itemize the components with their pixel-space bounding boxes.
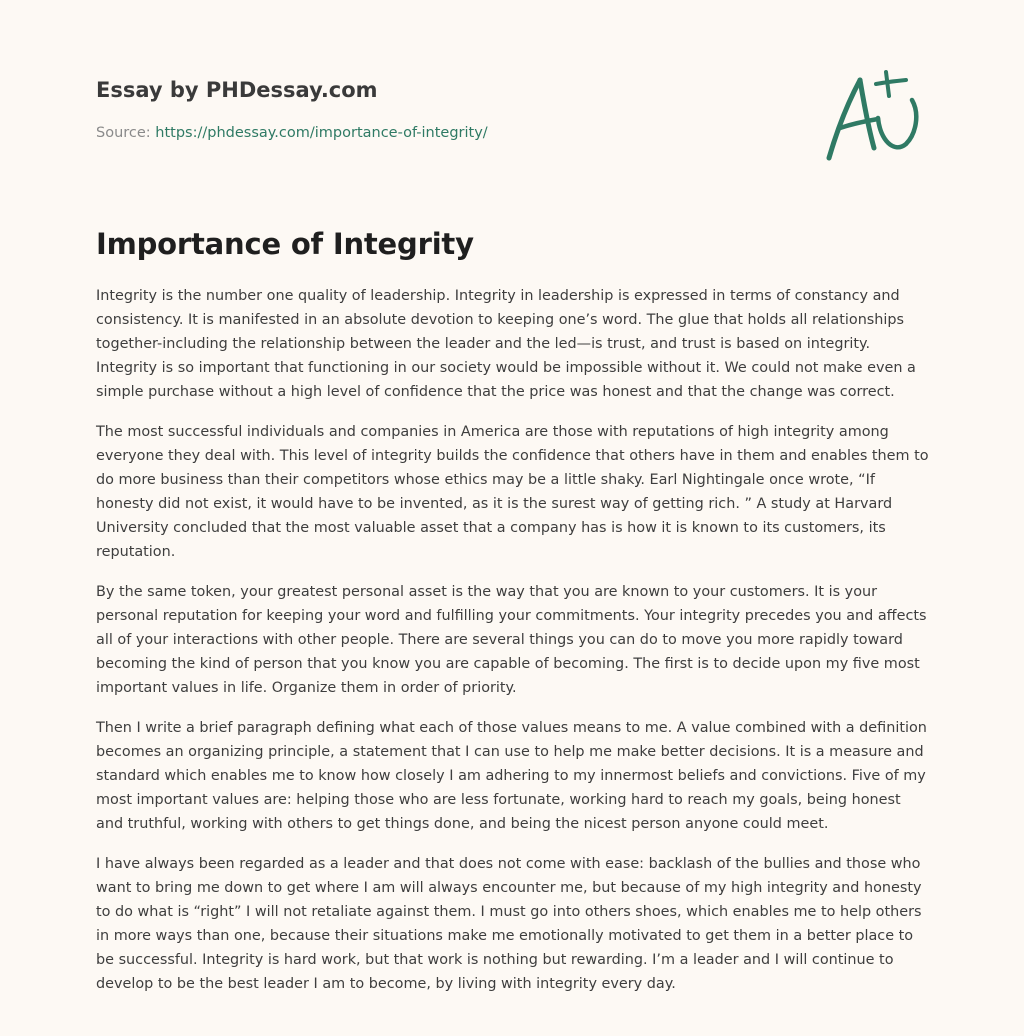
essay-paragraph: Then I write a brief paragraph defining what each of those values means to me. A value combined with a definition becomes an organizing principle, a statement that I can use to help me make better decisions. It is a measure and standard which enables me to know how closely I am adhering to my innermost beliefs and convictions. Five of my most important values are: helping those who are less fortunate, working hard to reach my goals, being honest and truthful, working with others to get things done, and being the nicest person anyone could meet. <box>96 720 927 832</box>
essay-body <box>96 284 932 1012</box>
essay-paragraph: The most successful individuals and companies in America are those with reputations of high integrity among everyone they deal with. This level of integrity builds the confidence that others have in them and enables them to do more business than their competitors whose ethics may be a little shaky. Earl Nightingale once wrote, “If honesty did not exist, it would have to be invented, as it is the surest way of getting rich. ” A study at Harvard University concluded that the most valuable asset that a company has is how it is known to its customers, its reputation. <box>96 424 929 560</box>
essay-paragraph: I have always been regarded as a leader and that does not come with ease: backlash of the bullies and those who want to bring me down to get where I am will always encounter me, but because of my high integrity and honesty to do what is “right” I will not retaliate against them. I must go into others shoes, which enables me to help others in more ways than one, because their situations make me emotionally motivated to get them in a better place to be successful. Integrity is hard work, but that work is nothing but rewarding. I’m a leader and I will continue to develop to be the best leader I am to become, by living with integrity every day. <box>96 856 922 992</box>
site-title: Essay by PHDessay.com <box>96 78 378 102</box>
essay-paragraph: Integrity is the number one quality of leadership. Integrity in leadership is expressed in terms of constancy and consistency. It is manifested in an absolute devotion to keeping one’s word. The glue that holds all relationships together-including the relationship between the leader and the led—is trust, and trust is based on integrity. Integrity is so important that functioning in our society would be impossible without it. We could not make even a simple purchase without a high level of confidence that the price was honest and that the change was correct. <box>96 288 916 400</box>
essay-title: Importance of Integrity <box>96 227 474 261</box>
source-label: Source: <box>96 125 151 141</box>
essay-paragraph: By the same token, your greatest personal asset is the way that you are known to your customers. It is your personal reputation for keeping your word and fulfilling your commitments. Your integrity precedes you and affects all of your interactions with other people. There are several things you can do to move you more rapidly toward becoming the kind of person that you know you are capable of becoming. The first is to decide upon my five most important values in life. Organize them in order of priority. <box>96 584 927 696</box>
source-line <box>96 123 796 143</box>
page-header <box>96 76 796 143</box>
a-plus-grade-icon <box>822 68 928 164</box>
source-link[interactable]: https://phdessay.com/importance-of-integrity/ <box>155 125 488 141</box>
